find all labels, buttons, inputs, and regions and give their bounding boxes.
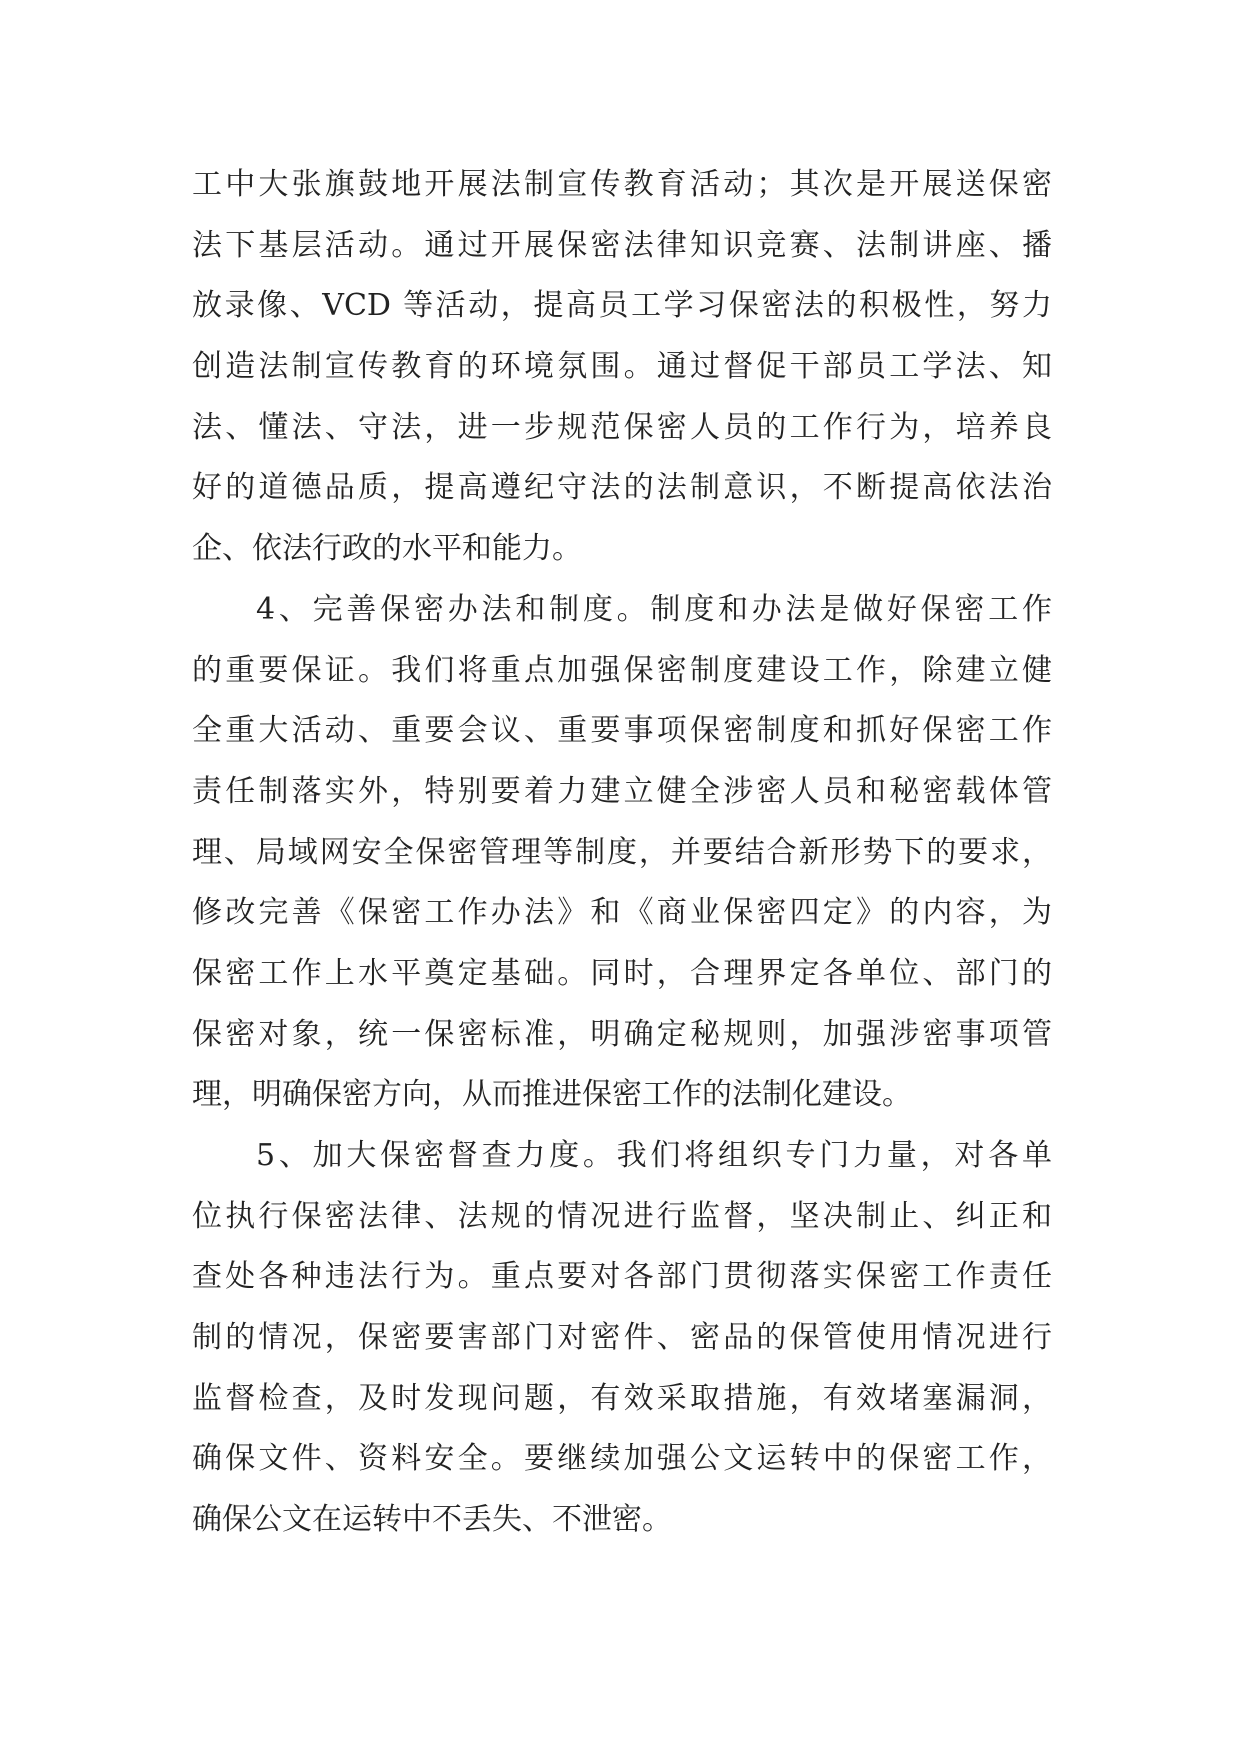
paragraph-2-line-2: 的重要保证。我们将重点加强保密制度建设工作，除建立健 xyxy=(192,652,1052,688)
paragraph-2-line-1: 4、完善保密办法和制度。制度和办法是做好保密工作 xyxy=(256,591,1052,627)
body-text xyxy=(192,155,1052,1551)
paragraph-1-line-2: 法下基层活动。通过开展保密法律知识竞赛、法制讲座、播 xyxy=(192,227,1052,263)
paragraph-3-line-4: 制的情况，保密要害部门对密件、密品的保管使用情况进行 xyxy=(192,1320,1052,1356)
paragraph-3-line-2: 位执行保密法律、法规的情况进行监督，坚决制止、纠正和 xyxy=(192,1198,1052,1234)
paragraph-2-line-8: 保密对象，统一保密标准，明确定秘规则，加强涉密事项管 xyxy=(192,1016,1052,1052)
paragraph-1-line-4: 创造法制宣传教育的环境氛围。通过督促干部员工学法、知 xyxy=(192,349,1052,385)
paragraph-1-line-3: 放录像、VCD 等活动，提高员工学习保密法的积极性，努力 xyxy=(192,288,1052,324)
paragraph-1-line-1: 工中大张旗鼓地开展法制宣传教育活动；其次是开展送保密 xyxy=(192,167,1052,202)
paragraph-1-line-6: 好的道德品质，提高遵纪守法的法制意识，不断提高依法治 xyxy=(192,470,1052,506)
paragraph-2-line-7: 保密工作上水平奠定基础。同时，合理界定各单位、部门的 xyxy=(192,955,1052,991)
paragraph-3-line-1: 5、加大保密督查力度。我们将组织专门力量，对各单 xyxy=(256,1138,1052,1173)
paragraph-1-line-7: 企、依法行政的水平和能力。 xyxy=(192,531,582,567)
paragraph-3-line-5: 监督检查，及时发现问题，有效采取措施，有效堵塞漏洞， xyxy=(192,1380,1052,1416)
paragraph-2-line-5: 理、局域网安全保密管理等制度，并要结合新形势下的要求， xyxy=(192,834,1052,870)
paragraph-1-line-5: 法、懂法、守法，进一步规范保密人员的工作行为，培养良 xyxy=(192,409,1052,445)
paragraph-3-line-7: 确保公文在运转中不丢失、不泄密。 xyxy=(192,1502,672,1538)
paragraph-2-line-9: 理，明确保密方向，从而推进保密工作的法制化建设。 xyxy=(192,1077,912,1113)
paragraph-3-line-3: 查处各种违法行为。重点要对各部门贯彻落实保密工作责任 xyxy=(192,1259,1052,1295)
paragraph-2-line-6: 修改完善《保密工作办法》和《商业保密四定》的内容，为 xyxy=(192,895,1052,931)
paragraph-2-line-4: 责任制落实外，特别要着力建立健全涉密人员和秘密载体管 xyxy=(192,773,1052,809)
paragraph-3-line-6: 确保文件、资料安全。要继续加强公文运转中的保密工作， xyxy=(192,1441,1052,1477)
paragraph-2-line-3: 全重大活动、重要会议、重要事项保密制度和抓好保密工作 xyxy=(192,713,1052,749)
